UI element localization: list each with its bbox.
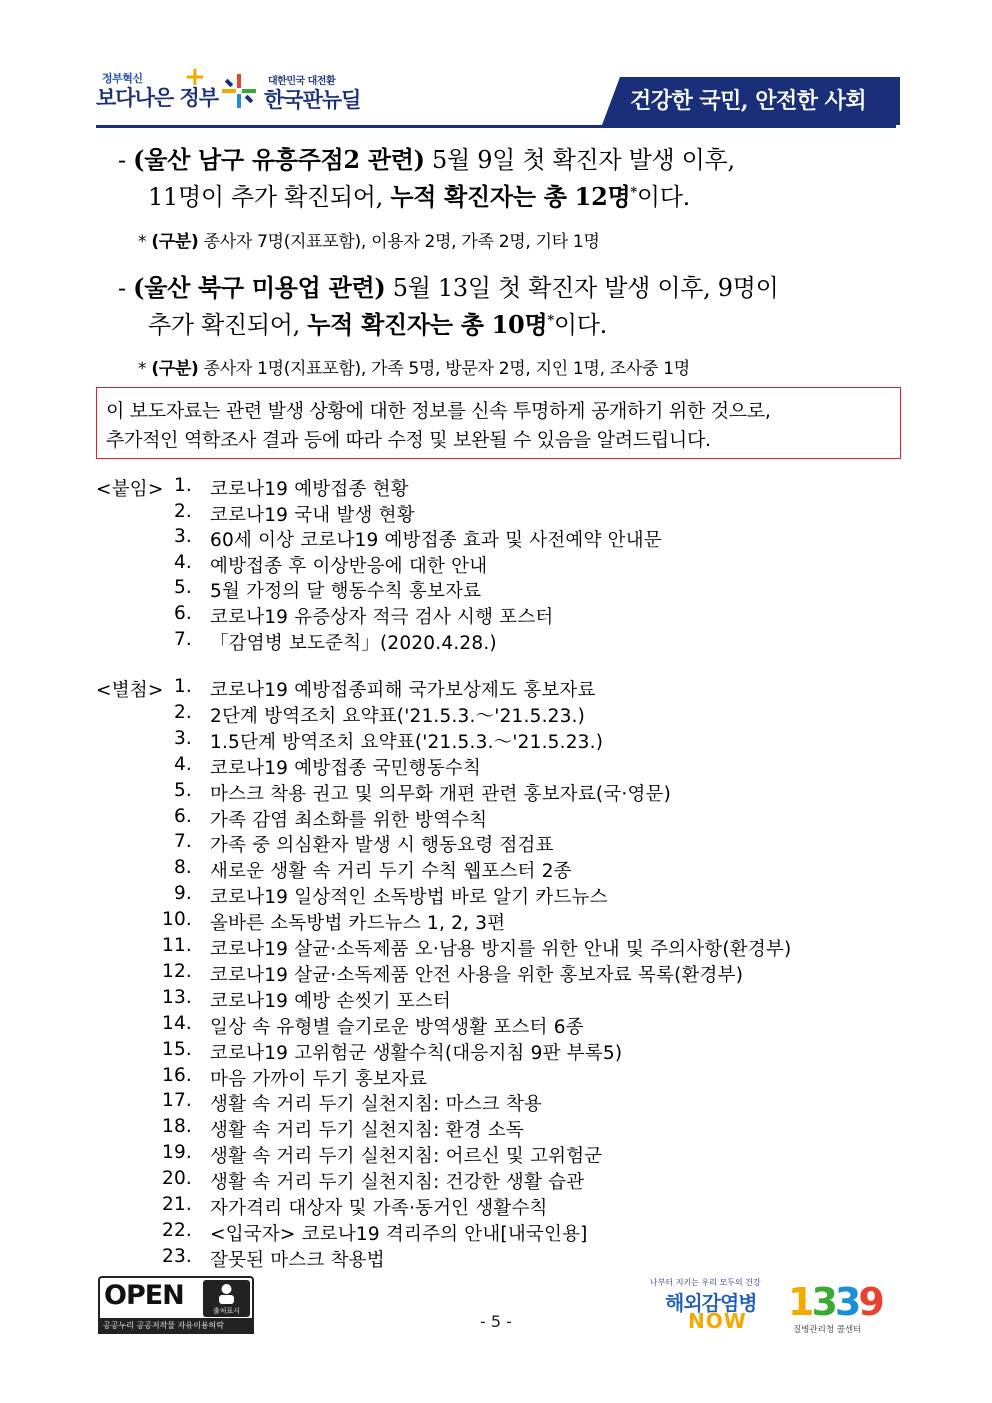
case-line-2-post: 이다. xyxy=(636,183,690,211)
case-2-note xyxy=(138,354,690,379)
case-line-1-rest: 5월 13일 첫 확진자 발생 이후, 9명이 xyxy=(385,274,779,302)
list-item-number: 1. xyxy=(173,676,192,697)
list-item: 코로나19 국내 발생 현황 xyxy=(210,504,415,526)
gov-innovation-logo: 보다나은 정부 xyxy=(96,86,219,110)
list-item-number: 2. xyxy=(173,701,192,723)
case-2-line-2 xyxy=(148,305,607,340)
case-title: (울산 남구 유흥주점2 관련) xyxy=(133,145,425,174)
note-text: 종사자 1명(지표포함), 가족 5명, 방문자 2명, 지인 1명, 조사중 1명 xyxy=(198,359,690,379)
note-star: * xyxy=(138,232,147,252)
case-line-1-rest: 5월 9일 첫 확진자 발생 이후, xyxy=(424,146,735,174)
list-item: 가족 중 의심환자 발생 시 행동요령 점검표 xyxy=(210,835,554,857)
list-item-number: 12. xyxy=(161,960,192,982)
header-divider xyxy=(96,125,896,128)
list-item: 코로나19 일상적인 소독방법 바로 알기 카드뉴스 xyxy=(210,887,608,909)
c1339-digit: 1 xyxy=(788,1280,812,1324)
korean-new-deal-logo: 한국판뉴딜 xyxy=(264,88,361,112)
list-item-number: 4. xyxy=(173,551,192,573)
list-item-number: 19. xyxy=(161,1142,192,1164)
list-item: 새로운 생활 속 거리 두기 수칙 웹포스터 2종 xyxy=(210,861,572,883)
list-item: 생활 속 거리 두기 실천지침: 건강한 생활 습관 xyxy=(210,1172,585,1194)
list-item: 코로나19 유증상자 적극 검사 시행 포스터 xyxy=(210,607,554,628)
note-label: (구분) xyxy=(151,359,199,379)
note-star: * xyxy=(138,359,147,379)
kogl-strip-text: 공공누리 공공저작물 자유이용허락 xyxy=(103,1321,225,1330)
case-total-star: * xyxy=(630,185,637,200)
list-item: 올바른 소독방법 카드뉴스 1, 2, 3편 xyxy=(210,913,506,935)
notice-line-2: 추가적인 역학조사 결과 등에 따라 수정 및 보완될 수 있음을 알려드립니다. xyxy=(106,429,711,451)
case-total-star: * xyxy=(547,313,554,328)
list-item-number: 1. xyxy=(173,475,192,496)
list-item: 생활 속 거리 두기 실천지침: 어르신 및 고위험군 xyxy=(210,1146,603,1168)
list-item: 예방접종 후 이상반응에 대한 안내 xyxy=(210,555,488,577)
note-text: 종사자 7명(지표포함), 이용자 2명, 가족 2명, 기타 1명 xyxy=(198,232,600,252)
list-item: 5월 가정의 달 행동수칙 홍보자료 xyxy=(210,581,482,603)
call-center-1339-label: 질병관리청 콜센터 xyxy=(793,1325,862,1335)
list-item-number: 7. xyxy=(173,628,192,650)
case-line-2-post: 이다. xyxy=(553,311,607,339)
case-dash: - xyxy=(118,146,126,174)
list-item: 자가격리 대상자 및 가족·동거인 생활수칙 xyxy=(210,1198,548,1219)
gov-innovation-logo-caption: 정부혁신 xyxy=(102,72,143,85)
list-item: 잘못된 마스크 착용법 xyxy=(210,1249,385,1271)
overseas-infection-now-logo: 해외감염병 xyxy=(665,1291,757,1315)
notice-line-1: 이 보도자료는 관련 발생 상황에 대한 정보를 신속 투명하게 공개하기 위한 것으로, xyxy=(106,400,771,422)
list-item: 코로나19 살균·소독제품 오·남용 방지를 위한 안내 및 주의사항(환경부) xyxy=(210,939,792,960)
list-item: 1.5단계 방역조치 요약표('21.5.3.～'21.5.23.) xyxy=(210,731,604,753)
list-item: 60세 이상 코로나19 예방접종 효과 및 사전예약 안내문 xyxy=(210,530,662,552)
call-center-1339-logo xyxy=(788,1280,882,1324)
case-1-line-1 xyxy=(118,140,735,175)
list-item-number: 3. xyxy=(173,526,192,548)
list-item: 2단계 방역조치 요약표('21.5.3.～'21.5.23.) xyxy=(210,705,586,727)
list-item: 생활 속 거리 두기 실천지침: 환경 소독 xyxy=(210,1120,524,1142)
list-item-number: 15. xyxy=(161,1038,192,1060)
case-dash: - xyxy=(118,274,126,302)
case-line-2-pre: 11명이 추가 확진되어, xyxy=(148,183,391,211)
list-item-number: 22. xyxy=(161,1219,192,1241)
list-item-number: 6. xyxy=(173,603,192,624)
list-item: 가족 감염 최소화를 위한 방역수칙 xyxy=(210,809,488,831)
list-item: 코로나19 예방접종피해 국가보상제도 홍보자료 xyxy=(210,680,596,701)
case-line-2-pre: 추가 확진되어, xyxy=(148,311,308,339)
overseas-infection-now-caption: 나부터 지키는 우리 모두의 건강 xyxy=(650,1278,761,1287)
person-icon xyxy=(203,1280,250,1306)
list-item: 생활 속 거리 두기 실천지침: 마스크 착용 xyxy=(210,1094,543,1116)
plus-icon: + xyxy=(184,62,206,92)
list-item-number: 5. xyxy=(173,779,192,801)
list-item-number: 20. xyxy=(161,1168,192,1190)
list-item-number: 16. xyxy=(161,1064,192,1086)
list-item: 마음 가까이 두기 홍보자료 xyxy=(210,1068,428,1090)
attachments-label: <붙임> xyxy=(96,479,164,500)
list-item-number: 9. xyxy=(173,883,192,905)
attachments-list xyxy=(96,475,896,660)
slogan-banner-text: 건강한 국민, 안전한 사회 xyxy=(630,88,867,114)
list-item-number: 4. xyxy=(173,753,192,775)
kogl-open-text: OPEN xyxy=(104,1280,184,1311)
list-item-number: 17. xyxy=(161,1090,192,1112)
list-item: 코로나19 살균·소독제품 안전 사용을 위한 홍보자료 목록(환경부) xyxy=(210,964,744,986)
list-item-number: 8. xyxy=(173,857,192,879)
note-label: (구분) xyxy=(151,232,199,252)
list-item-number: 5. xyxy=(173,577,192,599)
list-item: <입국자> 코로나19 격리주의 안내[내국인용] xyxy=(210,1223,588,1245)
list-item-number: 14. xyxy=(161,1012,192,1034)
list-item: 코로나19 예방 손씻기 포스터 xyxy=(210,990,451,1012)
list-item: 코로나19 예방접종 현황 xyxy=(210,479,409,500)
list-item-number: 2. xyxy=(173,500,192,522)
c1339-digit: 3 xyxy=(811,1280,835,1324)
case-title: (울산 북구 미용업 관련) xyxy=(133,273,386,302)
list-item-number: 3. xyxy=(173,727,192,749)
case-2-line-1 xyxy=(118,268,779,303)
appendix-label: <별첨> xyxy=(96,680,164,701)
list-item-number: 23. xyxy=(161,1245,192,1267)
case-total: 누적 확진자는 총 12명 xyxy=(390,182,631,211)
case-1-note xyxy=(138,227,600,252)
overseas-infection-now-logo-now: NOW xyxy=(688,1309,747,1333)
korean-new-deal-mark-icon xyxy=(220,72,258,110)
c1339-digit: 9 xyxy=(858,1280,882,1324)
attribution-badge-label: 출처표시 xyxy=(212,1307,241,1315)
list-item-number: 13. xyxy=(161,986,192,1008)
korean-new-deal-logo-caption: 대한민국 대전환 xyxy=(268,76,336,87)
list-item-number: 11. xyxy=(161,935,192,956)
page-number: - 5 - xyxy=(480,1312,512,1331)
list-item-number: 21. xyxy=(161,1194,192,1215)
list-item: 코로나19 예방접종 국민행동수칙 xyxy=(210,757,482,779)
appendix-list xyxy=(96,676,896,1276)
list-item: 마스크 착용 권고 및 의무화 개편 관련 홍보자료(국·영문) xyxy=(210,783,672,805)
list-item-number: 7. xyxy=(173,831,192,853)
case-total: 누적 확진자는 총 10명 xyxy=(307,310,548,339)
list-item-number: 10. xyxy=(161,909,192,931)
list-item: 코로나19 고위험군 생활수칙(대응지침 9판 부록5) xyxy=(210,1042,623,1064)
case-1-line-2 xyxy=(148,177,690,212)
list-item-number: 6. xyxy=(173,805,192,827)
c1339-digit: 3 xyxy=(834,1280,859,1324)
list-item-number: 18. xyxy=(161,1116,192,1138)
list-item: 일상 속 유형별 슬기로운 방역생활 포스터 6종 xyxy=(210,1016,584,1038)
list-item: 「감염병 보도준칙」(2020.4.28.) xyxy=(210,632,497,654)
